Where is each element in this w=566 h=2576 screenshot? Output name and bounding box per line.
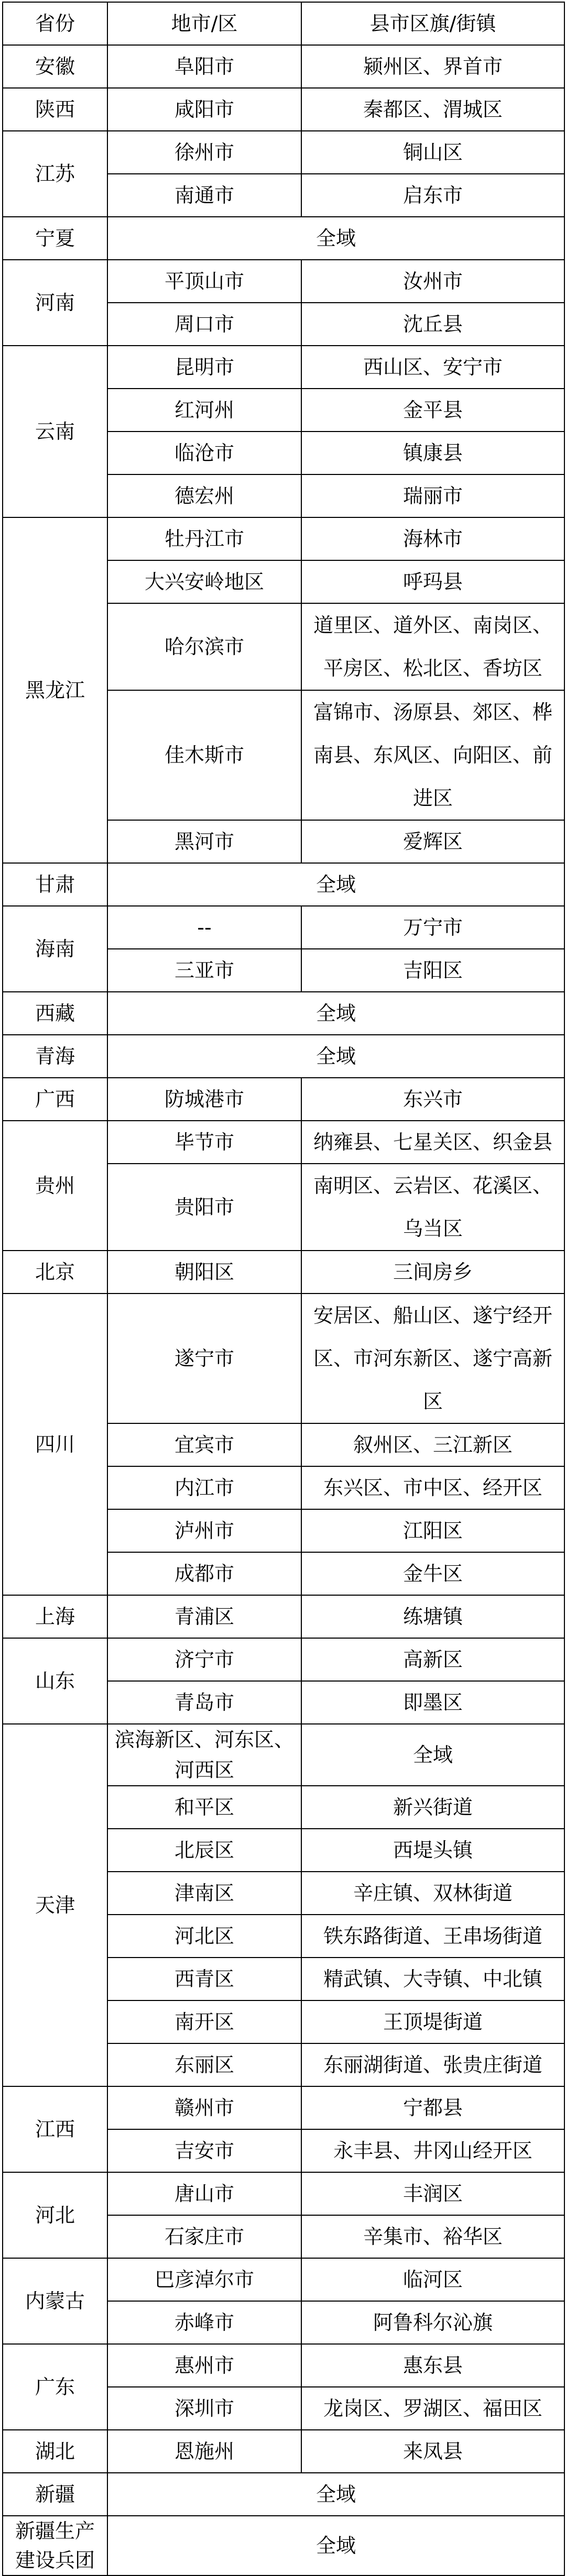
province-cell: 湖北 <box>3 2430 107 2473</box>
province-cell: 新疆 <box>3 2473 107 2516</box>
table-row <box>3 2430 564 2473</box>
table-row <box>3 1724 564 1786</box>
city-cell: 阜阳市 <box>107 45 301 88</box>
county-cell: 安居区、船山区、遂宁经开区、市河东新区、遂宁高新区 <box>301 1293 564 1423</box>
table-row <box>3 2344 564 2387</box>
county-cell: 临河区 <box>301 2258 564 2301</box>
table-row <box>3 2086 564 2129</box>
county-cell: 辛庄镇、双林街道 <box>301 1872 564 1915</box>
table-row <box>3 1293 564 1423</box>
city-cell: 东丽区 <box>107 2043 301 2086</box>
all-region-cell: 全域 <box>107 2516 564 2575</box>
county-cell: 全域 <box>301 1724 564 1786</box>
city-cell: 周口市 <box>107 303 301 346</box>
city-cell: 防城港市 <box>107 1078 301 1121</box>
county-cell: 丰润区 <box>301 2172 564 2215</box>
city-cell: 佳木斯市 <box>107 690 301 820</box>
table-row <box>3 1121 564 1164</box>
table-row <box>3 1078 564 1121</box>
county-cell: 南明区、云岩区、花溪区、乌当区 <box>301 1164 564 1251</box>
table-row <box>3 217 564 260</box>
county-cell: 江阳区 <box>301 1509 564 1552</box>
all-region-cell: 全域 <box>107 992 564 1035</box>
county-cell: 金平县 <box>301 389 564 432</box>
province-cell: 贵州 <box>3 1121 107 1251</box>
city-cell: 成都市 <box>107 1552 301 1595</box>
county-cell: 汝州市 <box>301 260 564 303</box>
city-cell: 恩施州 <box>107 2430 301 2473</box>
county-cell: 铜山区 <box>301 131 564 174</box>
county-cell: 金牛区 <box>301 1552 564 1595</box>
county-cell: 富锦市、汤原县、郊区、桦南县、东风区、向阳区、前进区 <box>301 690 564 820</box>
county-cell: 瑞丽市 <box>301 474 564 517</box>
county-cell: 西山区、安宁市 <box>301 346 564 389</box>
city-cell: 遂宁市 <box>107 1293 301 1423</box>
province-cell: 安徽 <box>3 45 107 88</box>
province-cell: 广东 <box>3 2344 107 2430</box>
all-region-cell: 全域 <box>107 1035 564 1078</box>
city-cell: 津南区 <box>107 1872 301 1915</box>
city-cell: 济宁市 <box>107 1638 301 1681</box>
county-cell: 西堤头镇 <box>301 1829 564 1872</box>
city-cell: 南开区 <box>107 2000 301 2043</box>
county-cell: 即墨区 <box>301 1681 564 1724</box>
city-cell: 河北区 <box>107 1915 301 1958</box>
city-cell: 毕节市 <box>107 1121 301 1164</box>
city-cell: 大兴安岭地区 <box>107 560 301 603</box>
province-cell: 内蒙古 <box>3 2258 107 2344</box>
province-cell: 广西 <box>3 1078 107 1121</box>
city-cell: 青浦区 <box>107 1595 301 1638</box>
city-cell: 滨海新区、河东区、河西区 <box>107 1724 301 1786</box>
county-cell: 叙州区、三江新区 <box>301 1423 564 1466</box>
county-cell: 东兴区、市中区、经开区 <box>301 1466 564 1509</box>
city-cell: 泸州市 <box>107 1509 301 1552</box>
province-cell: 青海 <box>3 1035 107 1078</box>
county-cell: 宁都县 <box>301 2086 564 2129</box>
county-cell: 纳雍县、七星关区、织金县 <box>301 1121 564 1164</box>
table-row <box>3 906 564 949</box>
city-cell: 昆明市 <box>107 346 301 389</box>
county-cell: 颍州区、界首市 <box>301 45 564 88</box>
province-cell: 甘肃 <box>3 863 107 906</box>
header-city: 地市/区 <box>107 2 301 45</box>
province-cell: 西藏 <box>3 992 107 1035</box>
county-cell: 高新区 <box>301 1638 564 1681</box>
header-province: 省份 <box>3 2 107 45</box>
county-cell: 新兴街道 <box>301 1786 564 1829</box>
city-cell: 唐山市 <box>107 2172 301 2215</box>
county-cell: 呼玛县 <box>301 560 564 603</box>
table-row <box>3 88 564 131</box>
county-cell: 精武镇、大寺镇、中北镇 <box>301 1958 564 2000</box>
province-cell: 黑龙江 <box>3 517 107 863</box>
county-cell: 沈丘县 <box>301 303 564 346</box>
city-cell: 徐州市 <box>107 131 301 174</box>
city-cell: 红河州 <box>107 389 301 432</box>
table-row <box>3 45 564 88</box>
city-cell: 青岛市 <box>107 1681 301 1724</box>
city-cell: 临沧市 <box>107 432 301 474</box>
city-cell: 宜宾市 <box>107 1423 301 1466</box>
county-cell: 爱辉区 <box>301 820 564 863</box>
table-row <box>3 2172 564 2215</box>
region-table <box>2 2 565 2576</box>
city-cell: 三亚市 <box>107 949 301 992</box>
city-cell: 西青区 <box>107 1958 301 2000</box>
table-row <box>3 1035 564 1078</box>
county-cell: 东丽湖街道、张贵庄街道 <box>301 2043 564 2086</box>
county-cell: 启东市 <box>301 174 564 217</box>
table-row <box>3 1251 564 1293</box>
county-cell: 镇康县 <box>301 432 564 474</box>
province-cell: 天津 <box>3 1724 107 2086</box>
city-cell: 咸阳市 <box>107 88 301 131</box>
city-cell: 惠州市 <box>107 2344 301 2387</box>
table-row <box>3 1595 564 1638</box>
city-cell: 内江市 <box>107 1466 301 1509</box>
county-cell: 阿鲁科尔沁旗 <box>301 2301 564 2344</box>
province-cell: 北京 <box>3 1251 107 1293</box>
all-region-cell: 全域 <box>107 2473 564 2516</box>
table-row <box>3 517 564 560</box>
table-row <box>3 2258 564 2301</box>
city-cell: 深圳市 <box>107 2387 301 2430</box>
province-cell: 云南 <box>3 346 107 517</box>
city-cell: 贵阳市 <box>107 1164 301 1251</box>
province-cell: 河南 <box>3 260 107 346</box>
city-cell: 牡丹江市 <box>107 517 301 560</box>
county-cell: 辛集市、裕华区 <box>301 2215 564 2258</box>
province-cell: 河北 <box>3 2172 107 2258</box>
header-row <box>3 2 564 45</box>
city-cell: 吉安市 <box>107 2129 301 2172</box>
table-row <box>3 346 564 389</box>
city-cell: 哈尔滨市 <box>107 603 301 690</box>
header-county: 县市区旗/街镇 <box>301 2 564 45</box>
table-row <box>3 2473 564 2516</box>
province-cell: 山东 <box>3 1638 107 1724</box>
city-cell: 赤峰市 <box>107 2301 301 2344</box>
county-cell: 吉阳区 <box>301 949 564 992</box>
county-cell: 惠东县 <box>301 2344 564 2387</box>
province-cell: 江苏 <box>3 131 107 217</box>
city-cell: 和平区 <box>107 1786 301 1829</box>
province-cell: 江西 <box>3 2086 107 2172</box>
county-cell: 永丰县、井冈山经开区 <box>301 2129 564 2172</box>
province-cell: 四川 <box>3 1293 107 1595</box>
county-cell: 秦都区、渭城区 <box>301 88 564 131</box>
table-row <box>3 863 564 906</box>
city-cell: -- <box>107 906 301 949</box>
county-cell: 东兴市 <box>301 1078 564 1121</box>
county-cell: 龙岗区、罗湖区、福田区 <box>301 2387 564 2430</box>
city-cell: 北辰区 <box>107 1829 301 1872</box>
county-cell: 铁东路街道、王串场街道 <box>301 1915 564 1958</box>
province-cell: 新疆生产建设兵团 <box>3 2516 107 2575</box>
city-cell: 巴彦淖尔市 <box>107 2258 301 2301</box>
county-cell: 万宁市 <box>301 906 564 949</box>
table-row <box>3 131 564 174</box>
all-region-cell: 全域 <box>107 217 564 260</box>
province-cell: 海南 <box>3 906 107 992</box>
county-cell: 道里区、道外区、南岗区、平房区、松北区、香坊区 <box>301 603 564 690</box>
city-cell: 德宏州 <box>107 474 301 517</box>
county-cell: 来凤县 <box>301 2430 564 2473</box>
county-cell: 练塘镇 <box>301 1595 564 1638</box>
province-cell: 陕西 <box>3 88 107 131</box>
all-region-cell: 全域 <box>107 863 564 906</box>
city-cell: 石家庄市 <box>107 2215 301 2258</box>
city-cell: 赣州市 <box>107 2086 301 2129</box>
table-row <box>3 2516 564 2575</box>
table-row <box>3 992 564 1035</box>
city-cell: 平顶山市 <box>107 260 301 303</box>
county-cell: 王顶堤街道 <box>301 2000 564 2043</box>
province-cell: 宁夏 <box>3 217 107 260</box>
city-cell: 朝阳区 <box>107 1251 301 1293</box>
county-cell: 海林市 <box>301 517 564 560</box>
city-cell: 南通市 <box>107 174 301 217</box>
county-cell: 三间房乡 <box>301 1251 564 1293</box>
province-cell: 上海 <box>3 1595 107 1638</box>
city-cell: 黑河市 <box>107 820 301 863</box>
table-row <box>3 1638 564 1681</box>
table-row <box>3 260 564 303</box>
